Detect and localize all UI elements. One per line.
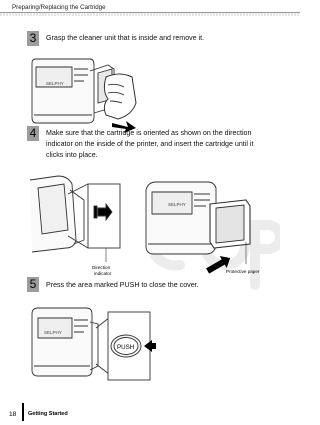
step-4-badge — [27, 126, 39, 141]
selphy-logo-step4: SELPHY — [168, 202, 186, 207]
illustration-remove-cleaner — [28, 55, 140, 133]
step-5-line-1: Press the area marked PUSH to close the cover. — [46, 281, 199, 289]
step-4-line-1: Make sure that the cartridge is oriented as shown on the direction — [46, 129, 252, 137]
direction-indicator-label-1: Direction — [92, 265, 111, 270]
push-label: PUSH — [117, 344, 135, 351]
illustration-close-cover — [28, 304, 158, 384]
footer-section-title: Getting Started — [28, 411, 68, 417]
step-3-line-1: Grasp the cleaner unit that is inside and remove it. — [46, 34, 205, 42]
page-number: 18 — [9, 411, 17, 418]
step-4-line-2: indicator on the inside of the printer, and insert the cartridge until it — [46, 140, 254, 148]
selphy-logo-step3: SELPHY — [46, 81, 64, 86]
illustration-insert-cartridge — [28, 170, 278, 282]
step-4-text — [46, 128, 253, 161]
footer-bar — [22, 403, 24, 421]
protective-paper-label: Protective paper — [226, 269, 260, 274]
step-5-badge — [27, 277, 39, 292]
running-header: Preparing/Replacing the Cartridge — [12, 4, 106, 11]
step-5-number: 5 — [29, 277, 37, 291]
step-5-text — [46, 280, 199, 291]
step-3-number: 3 — [29, 31, 37, 45]
step-4-number: 4 — [29, 126, 37, 140]
direction-indicator-label-2: indicator — [94, 271, 112, 276]
header-band — [0, 13, 300, 16]
step-3-text — [46, 33, 204, 44]
step-4-line-3: clicks into place. — [46, 151, 98, 159]
selphy-logo-step5: SELPHY — [44, 330, 62, 335]
step-3-badge — [27, 31, 39, 46]
